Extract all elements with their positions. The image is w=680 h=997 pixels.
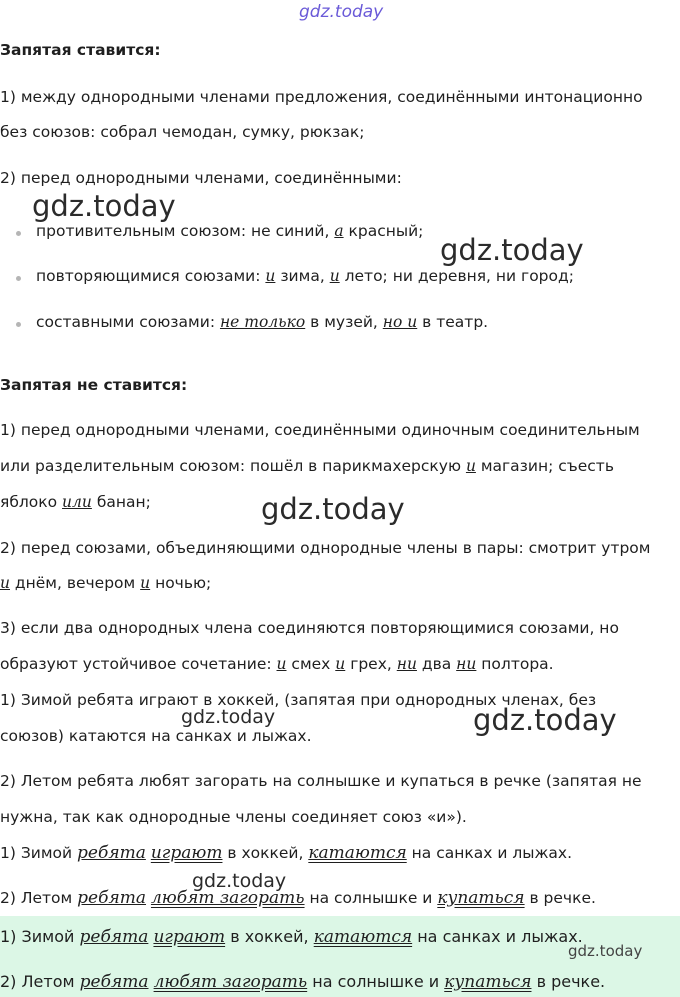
watermark-top: gdz.today xyxy=(299,2,384,22)
watermark: gdz.today xyxy=(261,492,405,526)
highlight-sentence-2: 2) Летом ребята любят загорать на солнышке и купаться в речке. xyxy=(0,972,606,992)
watermark: gdz.today xyxy=(473,703,617,737)
parsed-sentence-1: 1) Зимой ребята играют в хоккей, катаются на санках и лыжах. xyxy=(0,843,573,863)
example-2-line-a: 2) Летом ребята любят загорать на солнышке и купаться в речке (запятая не xyxy=(0,772,642,790)
no-comma-3-line-b: образуют устойчивое сочетание: и смех и грех, ни два ни полтора. xyxy=(0,655,554,673)
predicate: любят загорать xyxy=(153,972,308,992)
conjunction: и xyxy=(0,574,10,592)
conjunction: или xyxy=(62,493,92,511)
rule-1-line-b: без союзов: собрал чемодан, сумку, рюкзак; xyxy=(0,123,365,141)
no-comma-2-line-a: 2) перед союзами, объединяющими однородные члены в пары: смотрит утром xyxy=(0,539,651,557)
watermark: gdz.today xyxy=(568,942,643,960)
conjunction: и xyxy=(335,655,346,673)
bullet-dot xyxy=(16,231,21,236)
predicate: играют xyxy=(153,927,226,947)
no-comma-3-line-a: 3) если два однородных члена соединяются повторяющимися союзами, но xyxy=(0,619,619,637)
conjunction: и xyxy=(276,655,287,673)
conjunction: ни xyxy=(396,655,417,673)
watermark: gdz.today xyxy=(32,189,176,223)
no-comma-2-line-b: и днём, вечером и ночью; xyxy=(0,574,212,592)
predicate: катаются xyxy=(308,843,407,863)
example-2-line-b: нужна, так как однородные члены соединяет союз «и»). xyxy=(0,808,467,826)
conjunction: но и xyxy=(382,313,418,331)
watermark: gdz.today xyxy=(440,233,584,267)
conjunction: и xyxy=(329,267,340,285)
bullet-dot xyxy=(16,276,21,281)
predicate: купаться xyxy=(444,972,532,992)
subject: ребята xyxy=(79,972,149,992)
no-comma-1-line-a: 1) перед однородными членами, соединёнными одиночным соединительным xyxy=(0,421,640,439)
section-title-comma: Запятая ставится: xyxy=(0,41,161,59)
subject: ребята xyxy=(77,888,147,908)
predicate: катаются xyxy=(313,927,413,947)
bullet-item-1: противительным союзом: не синий, а красный; xyxy=(36,222,424,240)
rule-2-line: 2) перед однородными членами, соединёнными: xyxy=(0,169,402,187)
highlight-sentence-1: 1) Зимой ребята играют в хоккей, катаются на санках и лыжах. xyxy=(0,927,583,947)
example-1-line-b: союзов) катаются на санках и лыжах. xyxy=(0,727,312,745)
watermark: gdz.today xyxy=(192,870,287,892)
watermark: gdz.today xyxy=(181,706,276,728)
section-title-no-comma: Запятая не ставится: xyxy=(0,376,188,394)
predicate: купаться xyxy=(437,888,525,908)
subject: ребята xyxy=(77,843,146,863)
bullet-dot xyxy=(16,322,21,327)
rule-1-line-a: 1) между однородными членами предложения, соединёнными интонационно xyxy=(0,88,643,106)
predicate: играют xyxy=(150,843,223,863)
example-1-line-a: 1) Зимой ребята играют в хоккей, (запятая при однородных членах, без xyxy=(0,691,597,709)
no-comma-1-line-b: или разделительным союзом: пошёл в парикмахерскую и магазин; съесть xyxy=(0,457,614,475)
bullet-item-2: повторяющимися союзами: и зима, и лето; ни деревня, ни город; xyxy=(36,267,574,285)
parsed-sentence-2: 2) Летом ребята любят загорать на солнышке и купаться в речке. xyxy=(0,888,596,908)
conjunction: и xyxy=(140,574,151,592)
no-comma-1-line-c: яблоко или банан; xyxy=(0,493,151,511)
conjunction: ни xyxy=(456,655,477,673)
predicate: любят загорать xyxy=(150,888,305,908)
conjunction: а xyxy=(334,222,344,240)
subject: ребята xyxy=(79,927,149,947)
bullet-item-3: составными союзами: не только в музей, но и в театр. xyxy=(36,313,489,331)
conjunction: и xyxy=(265,267,276,285)
conjunction: и xyxy=(465,457,476,475)
conjunction: не только xyxy=(219,313,306,331)
